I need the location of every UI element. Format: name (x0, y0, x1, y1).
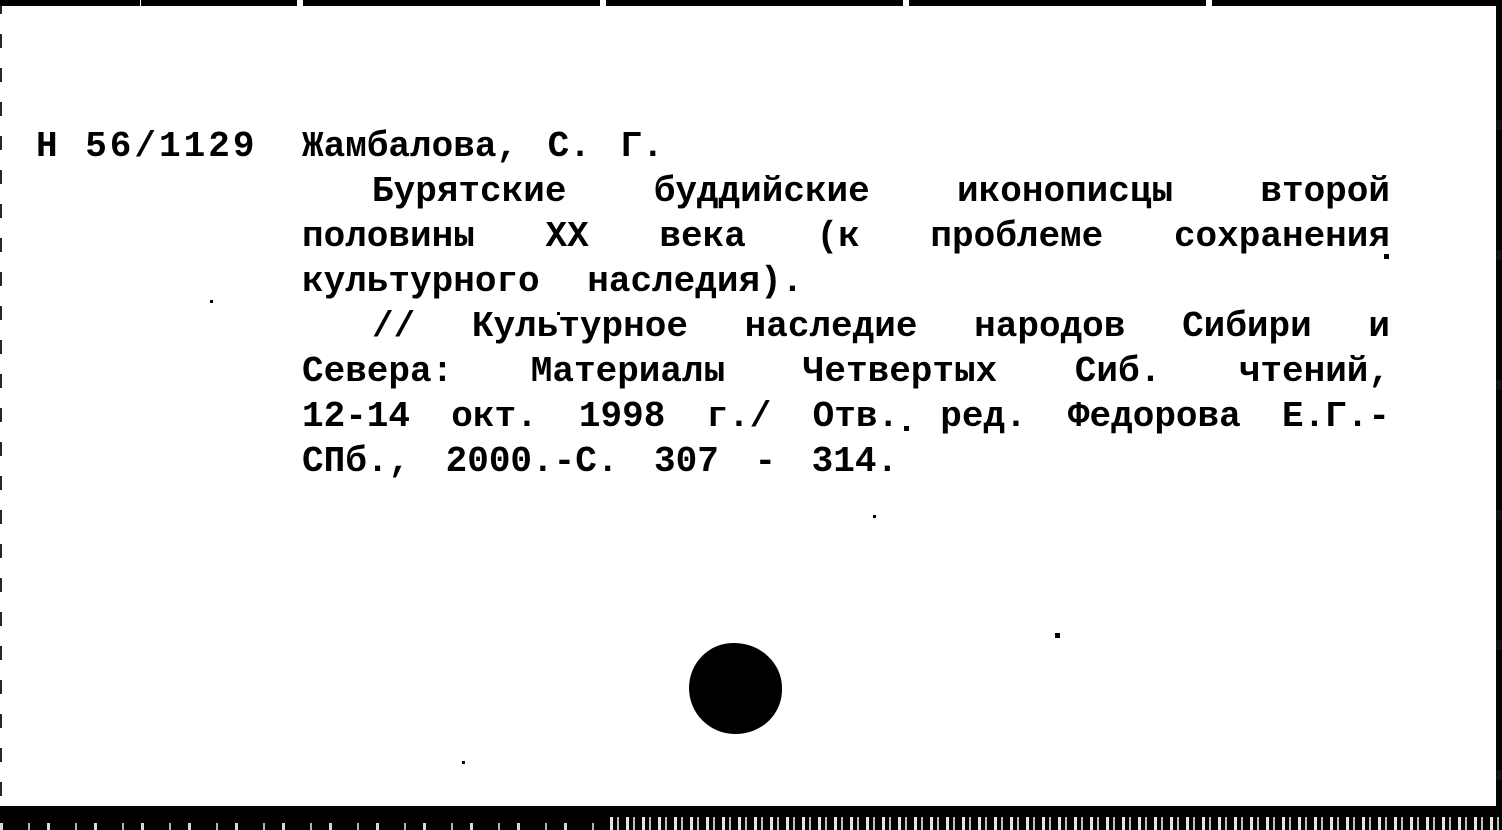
source-line: // Культурное наследие народов Сибири и (372, 306, 1390, 347)
call-number: Н 56/1129 (36, 126, 258, 167)
title-line: половины XX века (к проблеме сохранения (302, 216, 1390, 257)
scan-edge-left (0, 0, 2, 830)
title-line: культурного наследия). (302, 261, 804, 302)
scan-edge-right (1496, 0, 1502, 830)
source-line: 12-14 окт. 1998 г./ Отв. ред. Федорова Е.Г.- (302, 396, 1390, 437)
author-name: Жамбалова, С. Г. (302, 126, 664, 167)
scan-edge-bottom (0, 806, 1502, 830)
hole-punch-dot (689, 643, 782, 734)
title-line: Бурятские буддийские иконописцы второй (372, 171, 1390, 212)
bibliographic-record (302, 169, 1390, 484)
scan-edge-top (0, 0, 1502, 6)
scan-noise-left (0, 823, 610, 830)
source-line: Севера: Материалы Четвертых Сиб. чтений, (302, 351, 1390, 392)
scan-noise-right (610, 817, 1502, 830)
scan-speckles (0, 0, 3, 3)
source-line: СПб., 2000.-С. 307 - 314. (302, 441, 899, 482)
